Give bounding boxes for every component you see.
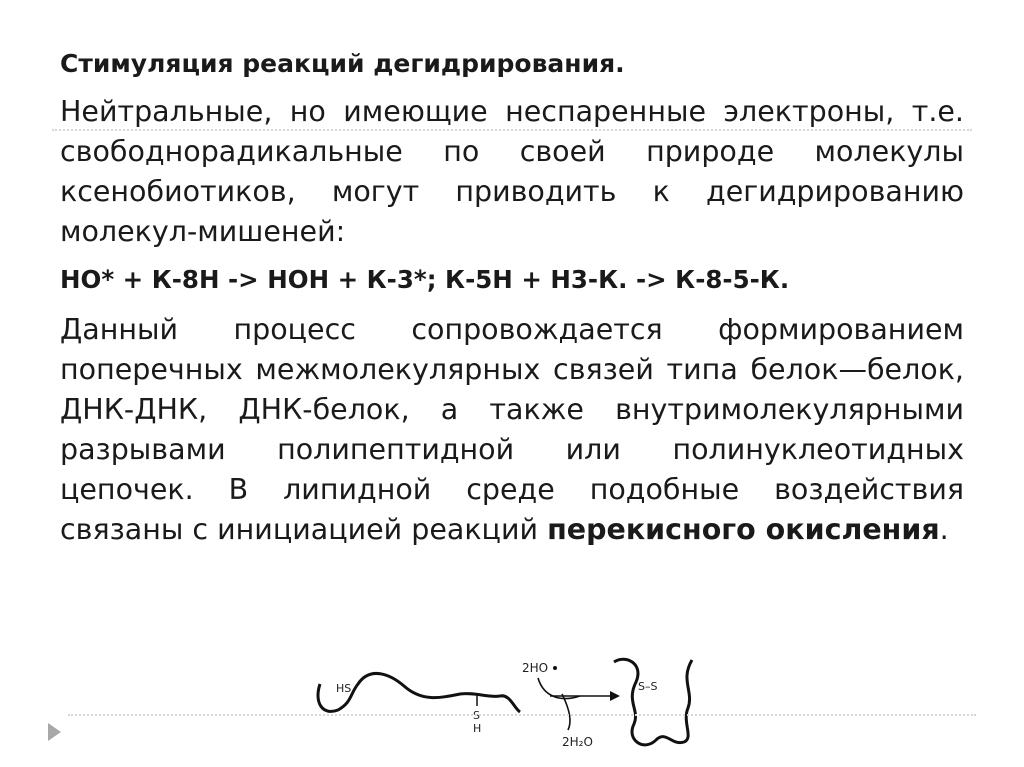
- crosslink-diagram: [300, 650, 710, 758]
- slide-heading: Стимуляция реакций дегидрирования.: [60, 49, 625, 78]
- ss-bond-label: S–S: [638, 680, 658, 693]
- reaction-arrow-head-icon: [610, 691, 620, 701]
- paragraph-1: Нейтральные, но имеющие неспаренные электроны, т.е. свободнорадикальные по своей природе молекулы ксенобиотиков, могут приводить к дегидрированию молекул-мишеней:: [60, 95, 964, 248]
- h-label: H: [473, 722, 482, 735]
- slide-content: [60, 44, 964, 558]
- hs-label: HS: [336, 682, 352, 695]
- triangle-marker-icon: [48, 723, 61, 741]
- reaction-formula: НО* + К-8Н -> НОН + К-3*; К-5Н + Н3-К. -> К-8-5-К.: [60, 265, 790, 294]
- bottom-divider: [68, 714, 976, 716]
- paragraph-2-bold-term: перекисного окисления: [547, 513, 940, 546]
- paragraph-2-end: .: [939, 513, 949, 546]
- 2ho-label: 2HO: [522, 661, 549, 675]
- paragraph-2: [60, 310, 964, 550]
- 2h2o-label: 2H₂O: [562, 735, 593, 749]
- right-chain-loop: [614, 659, 692, 745]
- paragraph-2-text: Данный процесс сопровождается формированием поперечных межмолекулярных связей типа белок—белок, ДНК-ДНК, ДНК-белок, а также внутримолекулярными разрывами полипептидной или полинуклеотидных цепочек. В липидной среде подобные воздействия связаны с инициацией реакций: [60, 313, 964, 546]
- radical-dot-icon: [553, 666, 557, 670]
- s-label: S: [473, 709, 480, 722]
